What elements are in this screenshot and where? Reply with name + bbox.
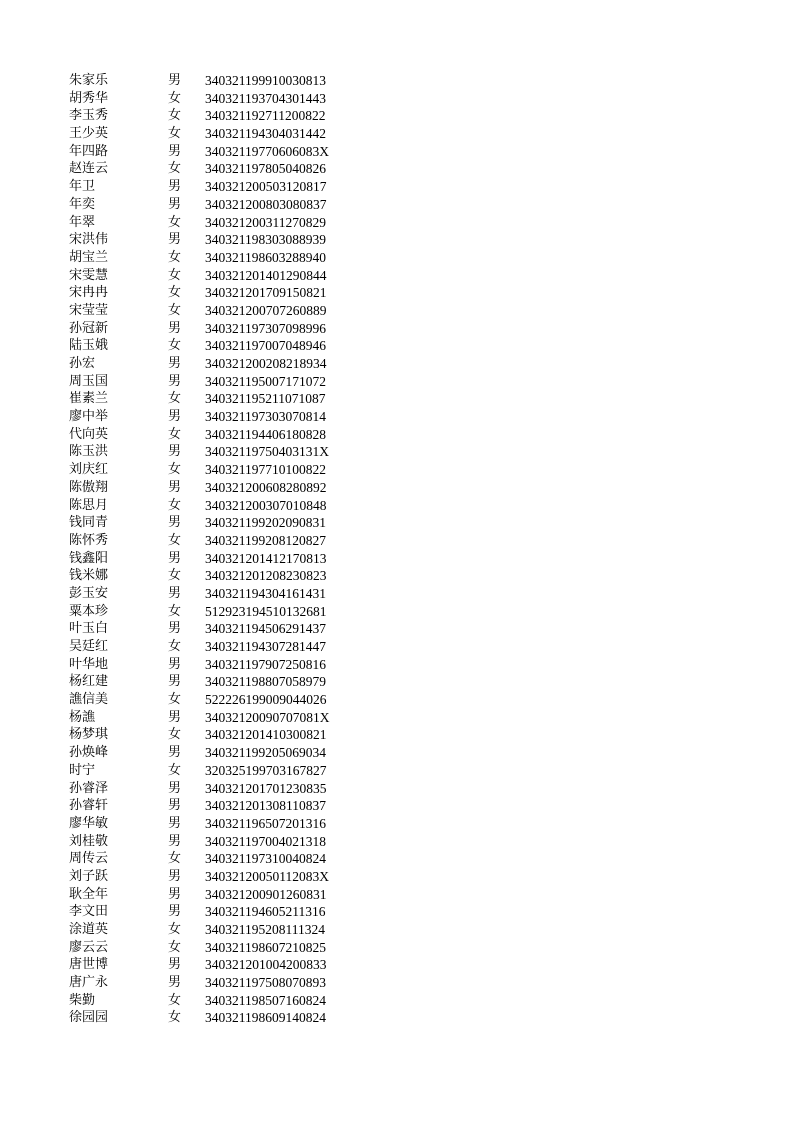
name-cell: 柴勤: [69, 992, 96, 1008]
table-row: [0, 373, 793, 391]
name-cell: 赵连云: [69, 161, 109, 177]
gender-cell: 男: [168, 621, 182, 637]
name-cell: 杨红建: [69, 674, 109, 690]
table-row: [0, 833, 793, 851]
name-cell: 周传云: [69, 851, 109, 867]
table-row: [0, 903, 793, 921]
name-cell: 陆玉娥: [69, 338, 109, 354]
id-number-cell: 340321200901260831: [205, 886, 327, 902]
name-cell: 宋莹莹: [69, 302, 109, 318]
table-row: [0, 886, 793, 904]
name-cell: 年翠: [69, 214, 96, 230]
name-cell: 年奕: [69, 196, 96, 212]
name-cell: 胡秀华: [69, 90, 109, 106]
id-number-cell: 340321194307281447: [205, 639, 326, 654]
id-number-cell: 340321194304161431: [205, 585, 326, 601]
id-number-cell: 340321201208230823: [205, 568, 327, 584]
name-cell: 年四路: [69, 143, 109, 159]
table-row: [0, 461, 793, 479]
gender-cell: 女: [168, 762, 182, 778]
gender-cell: 女: [168, 727, 182, 743]
id-number-cell: 340321195211071087: [205, 391, 326, 407]
gender-cell: 女: [168, 338, 182, 354]
gender-cell: 女: [168, 391, 182, 407]
id-number-cell: 340321201701230835: [205, 780, 327, 796]
name-cell: 刘子跃: [69, 868, 109, 884]
id-number-cell: 340321198303088939: [205, 232, 326, 248]
table-row: [0, 709, 793, 727]
name-cell: 李文田: [69, 904, 109, 920]
gender-cell: 女: [168, 939, 182, 955]
gender-cell: 男: [168, 373, 182, 389]
name-cell: 年卫: [69, 179, 96, 195]
gender-cell: 男: [168, 196, 182, 212]
gender-cell: 女: [168, 692, 182, 708]
gender-cell: 女: [168, 603, 182, 619]
table-row: [0, 1009, 793, 1027]
table-row: [0, 673, 793, 691]
id-number-cell: 340321200707260889: [205, 302, 327, 318]
table-row: [0, 72, 793, 90]
name-cell: 王少英: [69, 126, 109, 142]
gender-cell: 男: [168, 356, 182, 371]
id-number-cell: 340321199910030813: [205, 73, 326, 88]
gender-cell: 男: [168, 444, 182, 460]
name-cell: 孙睿轩: [69, 798, 109, 814]
name-cell: 朱家乐: [69, 73, 109, 88]
table-row: [0, 443, 793, 461]
gender-cell: 女: [168, 639, 182, 654]
id-number-cell: 512923194510132681: [205, 603, 327, 619]
table-row: [0, 850, 793, 868]
gender-cell: 女: [168, 568, 182, 584]
gender-cell: 男: [168, 886, 182, 902]
id-number-cell: 340321197310040824: [205, 851, 326, 867]
name-cell: 钱米娜: [69, 568, 109, 584]
name-cell: 崔素兰: [69, 391, 109, 407]
table-row: [0, 567, 793, 585]
table-row: [0, 726, 793, 744]
gender-cell: 男: [168, 709, 182, 725]
table-row: [0, 585, 793, 603]
gender-cell: 男: [168, 479, 182, 495]
name-cell: 叶华地: [69, 656, 109, 672]
name-cell: 譙信美: [69, 692, 109, 708]
name-cell: 钱鑫阳: [69, 550, 109, 566]
name-cell: 孙睿泽: [69, 780, 109, 796]
table-row: [0, 532, 793, 550]
id-number-cell: 340321201308110837: [205, 798, 326, 814]
gender-cell: 男: [168, 674, 182, 690]
table-row: [0, 355, 793, 373]
id-number-cell: 340321201709150821: [205, 285, 327, 301]
id-number-cell: 340321200307010848: [205, 497, 327, 513]
table-row: [0, 107, 793, 125]
table-row: [0, 514, 793, 532]
table-row: [0, 178, 793, 196]
gender-cell: 女: [168, 426, 182, 442]
gender-cell: 男: [168, 179, 182, 195]
table-row: [0, 550, 793, 568]
spreadsheet-page: [0, 72, 793, 1027]
table-row: [0, 939, 793, 957]
table-row: [0, 992, 793, 1010]
gender-cell: 男: [168, 656, 182, 672]
table-row: [0, 214, 793, 232]
name-cell: 周玉国: [69, 373, 109, 389]
id-number-cell: 340321200311270829: [205, 214, 326, 230]
table-row: [0, 337, 793, 355]
gender-cell: 女: [168, 1010, 182, 1026]
gender-cell: 女: [168, 108, 182, 124]
gender-cell: 男: [168, 585, 182, 601]
id-number-cell: 340321201412170813: [205, 550, 327, 566]
id-number-cell: 34032120050112083X: [205, 868, 329, 884]
id-number-cell: 340321200803080837: [205, 196, 327, 212]
name-cell: 刘桂敬: [69, 833, 109, 849]
table-row: [0, 797, 793, 815]
name-cell: 孙冠新: [69, 320, 109, 336]
id-number-cell: 340321195007171072: [205, 373, 326, 389]
table-row: [0, 921, 793, 939]
gender-cell: 男: [168, 73, 182, 88]
table-row: [0, 603, 793, 621]
id-number-cell: 340321195208111324: [205, 922, 325, 937]
name-cell: 钱同青: [69, 515, 109, 531]
name-cell: 唐广永: [69, 975, 109, 991]
gender-cell: 男: [168, 904, 182, 920]
gender-cell: 男: [168, 780, 182, 796]
id-number-cell: 340321199208120827: [205, 532, 326, 548]
id-number-cell: 340321194605211316: [205, 904, 326, 920]
table-row: [0, 284, 793, 302]
id-number-cell: 340321197805040826: [205, 161, 326, 177]
gender-cell: 女: [168, 126, 182, 142]
table-row: [0, 249, 793, 267]
id-number-cell: 320325199703167827: [205, 762, 327, 778]
gender-cell: 女: [168, 497, 182, 513]
name-cell: 宋洪伟: [69, 232, 109, 248]
name-cell: 叶玉白: [69, 621, 109, 637]
id-number-cell: 340321199202090831: [205, 515, 326, 531]
table-row: [0, 479, 793, 497]
gender-cell: 女: [168, 922, 182, 937]
name-cell: 杨譙: [69, 709, 96, 725]
name-cell: 唐世博: [69, 957, 109, 973]
table-row: [0, 497, 793, 515]
table-row: [0, 638, 793, 656]
id-number-cell: 340321198507160824: [205, 992, 326, 1008]
name-cell: 李玉秀: [69, 108, 109, 124]
table-row: [0, 231, 793, 249]
table-row: [0, 390, 793, 408]
gender-cell: 女: [168, 214, 182, 230]
gender-cell: 男: [168, 515, 182, 531]
gender-cell: 女: [168, 532, 182, 548]
id-number-cell: 340321197004021318: [205, 833, 326, 849]
name-cell: 杨梦琪: [69, 727, 109, 743]
name-cell: 吴廷红: [69, 639, 109, 654]
table-row: [0, 426, 793, 444]
id-number-cell: 34032119770606083X: [205, 143, 329, 159]
gender-cell: 女: [168, 992, 182, 1008]
table-row: [0, 320, 793, 338]
name-cell: 徐园园: [69, 1010, 109, 1026]
id-number-cell: 340321198603288940: [205, 249, 326, 265]
gender-cell: 女: [168, 249, 182, 265]
table-row: [0, 974, 793, 992]
name-cell: 宋冉冉: [69, 285, 109, 301]
id-number-cell: 340321197007048946: [205, 338, 326, 354]
name-cell: 耿全年: [69, 886, 109, 902]
id-number-cell: 34032120090707081X: [205, 709, 330, 725]
table-row: [0, 656, 793, 674]
table-row: [0, 408, 793, 426]
id-number-cell: 340321198609140824: [205, 1010, 326, 1026]
id-number-cell: 340321199205069034: [205, 745, 326, 761]
name-cell: 胡宝兰: [69, 249, 109, 265]
gender-cell: 男: [168, 232, 182, 248]
gender-cell: 男: [168, 143, 182, 159]
id-number-cell: 340321197508070893: [205, 975, 326, 991]
table-row: [0, 956, 793, 974]
id-number-cell: 340321200608280892: [205, 479, 327, 495]
name-cell: 陈傲翔: [69, 479, 109, 495]
id-number-cell: 340321200208218934: [205, 356, 327, 371]
id-number-cell: 340321198807058979: [205, 674, 326, 690]
id-number-cell: 340321196507201316: [205, 815, 326, 831]
gender-cell: 男: [168, 798, 182, 814]
name-cell: 代向英: [69, 426, 109, 442]
table-row: [0, 762, 793, 780]
gender-cell: 男: [168, 320, 182, 336]
gender-cell: 男: [168, 409, 182, 425]
gender-cell: 女: [168, 851, 182, 867]
id-number-cell: 340321194406180828: [205, 426, 326, 442]
name-cell: 孙宏: [69, 356, 96, 371]
gender-cell: 女: [168, 161, 182, 177]
table-row: [0, 267, 793, 285]
table-row: [0, 780, 793, 798]
id-number-cell: 340321198607210825: [205, 939, 326, 955]
gender-cell: 男: [168, 833, 182, 849]
id-number-cell: 340321200503120817: [205, 179, 327, 195]
id-number-cell: 340321197307098996: [205, 320, 326, 336]
table-row: [0, 143, 793, 161]
name-cell: 孙焕峰: [69, 745, 109, 761]
gender-cell: 女: [168, 90, 182, 106]
id-number-cell: 340321201410300821: [205, 727, 327, 743]
table-row: [0, 90, 793, 108]
name-cell: 时宁: [69, 762, 96, 778]
id-number-cell: 340321194304031442: [205, 126, 326, 142]
name-cell: 宋雯慧: [69, 267, 109, 283]
gender-cell: 女: [168, 302, 182, 318]
id-number-cell: 340321193704301443: [205, 90, 326, 106]
table-row: [0, 868, 793, 886]
name-cell: 彭玉安: [69, 585, 109, 601]
id-number-cell: 34032119750403131X: [205, 444, 329, 460]
table-row: [0, 125, 793, 143]
name-cell: 涂道英: [69, 922, 109, 937]
name-cell: 廖中举: [69, 409, 109, 425]
id-number-cell: 340321197907250816: [205, 656, 326, 672]
table-row: [0, 196, 793, 214]
gender-cell: 男: [168, 745, 182, 761]
name-cell: 廖云云: [69, 939, 109, 955]
gender-cell: 男: [168, 957, 182, 973]
gender-cell: 男: [168, 550, 182, 566]
table-row: [0, 160, 793, 178]
table-row: [0, 815, 793, 833]
table-row: [0, 620, 793, 638]
gender-cell: 男: [168, 868, 182, 884]
name-cell: 刘庆红: [69, 462, 109, 478]
table-row: [0, 302, 793, 320]
name-cell: 廖华敏: [69, 815, 109, 831]
name-cell: 陈思月: [69, 497, 109, 513]
id-number-cell: 340321201004200833: [205, 957, 327, 973]
id-number-cell: 340321201401290844: [205, 267, 327, 283]
name-cell: 粟本珍: [69, 603, 109, 619]
name-cell: 陈怀秀: [69, 532, 109, 548]
gender-cell: 男: [168, 815, 182, 831]
id-number-cell: 340321197303070814: [205, 409, 326, 425]
table-row: [0, 691, 793, 709]
id-number-cell: 340321194506291437: [205, 621, 326, 637]
id-number-cell: 340321192711200822: [205, 108, 326, 124]
table-row: [0, 744, 793, 762]
name-cell: 陈玉洪: [69, 444, 109, 460]
id-number-cell: 522226199009044026: [205, 692, 327, 708]
gender-cell: 男: [168, 975, 182, 991]
gender-cell: 女: [168, 462, 182, 478]
gender-cell: 女: [168, 267, 182, 283]
gender-cell: 女: [168, 285, 182, 301]
id-number-cell: 340321197710100822: [205, 462, 326, 478]
